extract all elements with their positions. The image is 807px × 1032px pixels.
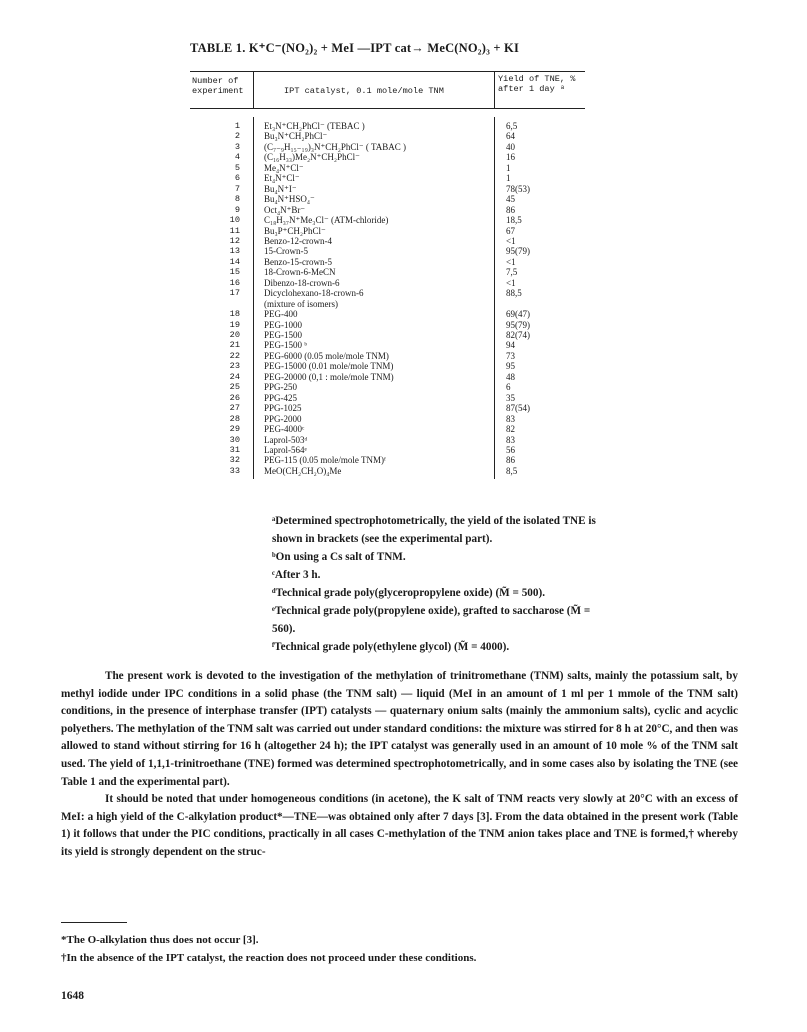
- cell-yield: 67: [506, 225, 515, 236]
- cell-yield: 8,5: [506, 465, 518, 476]
- cell-number: 19: [229, 319, 240, 330]
- table-row: [190, 226, 585, 236]
- table-header: [190, 71, 585, 109]
- table-row: [190, 455, 585, 465]
- cell-catalyst: Bu₄N⁺HSO₄⁻: [264, 194, 315, 205]
- cell-number: 16: [229, 277, 240, 288]
- cell-number: 17: [229, 288, 240, 299]
- cell-catalyst: PPG-2000: [264, 413, 302, 424]
- table-row: [190, 403, 585, 413]
- table-title: TABLE 1. K⁺C⁻(NO₂)₂ + MeI —IPT cat→ MeC(NO₂)₃ + KI: [190, 41, 520, 55]
- cell-yield: 82: [506, 424, 515, 435]
- cell-catalyst: (C₇₋₉H₁₅₋₁₉)₃N⁺CH₂PhCl⁻ ( TABAC ): [264, 141, 406, 152]
- cell-catalyst: Bu₃N⁺CH₂PhCl⁻: [264, 131, 328, 142]
- table-row: [190, 340, 585, 350]
- cell-yield: 48: [506, 371, 515, 382]
- cell-catalyst: PEG-400: [264, 309, 298, 320]
- table-row: [190, 414, 585, 424]
- cell-catalyst: 18-Crown-6-MeCN: [264, 267, 336, 278]
- cell-yield: 16: [506, 152, 515, 163]
- cell-yield: 7,5: [506, 267, 518, 278]
- table-row: [190, 424, 585, 434]
- cell-yield: 6,5: [506, 121, 518, 131]
- cell-yield: 82(74): [506, 330, 530, 340]
- cell-catalyst: Laprol-503ᵈ: [264, 434, 308, 445]
- cell-number: 15: [229, 267, 240, 278]
- cell-catalyst: Laprol-564ᵉ: [264, 444, 307, 455]
- table-row: [190, 205, 585, 215]
- data-table: [190, 71, 585, 479]
- cell-number: 24: [229, 371, 240, 382]
- page-number: 1648: [61, 990, 84, 1002]
- cell-catalyst: PEG-20000 (0,1 : mole/mole TNM): [264, 371, 394, 382]
- table-row: [190, 309, 585, 319]
- table-row: [190, 278, 585, 288]
- table-row: [190, 257, 585, 267]
- cell-number: 12: [229, 235, 240, 246]
- cell-number: 30: [229, 434, 240, 445]
- cell-number: 27: [229, 403, 240, 414]
- paragraph: It should be noted that under homogeneous conditions (in acetone), the K salt of TNM reacts very slowly at 20°C with an excess of MeI: a high yield of the C-alkylation product*—TNE—was obtained only after 7 days [3]. From the data obtained in the present work (Table 1) it follows that under the PIC conditions, practically in all cases C-methylation of the TNM anion takes place and TNE is formed,† whereby its yield is strongly dependent on the struc-: [61, 793, 738, 858]
- cell-catalyst: PEG-4000ᶜ: [264, 424, 305, 435]
- table-row: [190, 361, 585, 371]
- cell-yield: 1: [506, 173, 511, 184]
- footnote-rule: [61, 922, 127, 923]
- cell-number: 2: [234, 131, 240, 142]
- cell-catalyst: PEG-1500 ᵇ: [264, 340, 308, 351]
- cell-yield: 56: [506, 444, 515, 455]
- table-row: [190, 142, 585, 152]
- cell-catalyst: Dicyclohexano-18-crown-6: [264, 288, 364, 299]
- cell-catalyst: C₁₈H₃₇N⁺Me₃Cl⁻ (ATM-chloride): [264, 215, 389, 226]
- cell-yield: <1: [506, 256, 516, 267]
- cell-catalyst: MeO(CH₂CH₂O)₄Me: [264, 465, 342, 476]
- cell-yield: 6: [506, 382, 511, 393]
- cell-catalyst: Benzo-12-crown-4: [264, 235, 332, 246]
- cell-catalyst: Bu₄N⁺I⁻: [264, 183, 297, 194]
- cell-yield: 35: [506, 392, 515, 403]
- cell-number: 7: [234, 183, 240, 194]
- table-row: [190, 267, 585, 277]
- cell-catalyst: PEG-115 (0.05 mole/mole TNM)ᶠ: [264, 455, 386, 466]
- header-catalyst: IPT catalyst, 0.1 mole/mole TNM: [284, 86, 444, 96]
- table-row: [190, 173, 585, 183]
- cell-catalyst: Me₄N⁺Cl⁻: [264, 162, 304, 173]
- table-footnote: ᶠTechnical grade poly(ethylene glycol) (M̃ = 4000).: [272, 641, 510, 653]
- cell-catalyst: PEG-15000 (0.01 mole/mole TNM): [264, 361, 394, 372]
- table-row: [190, 163, 585, 173]
- cell-catalyst: PEG-1000: [264, 319, 302, 330]
- cell-number: 14: [229, 256, 240, 267]
- table-row: [190, 372, 585, 382]
- cell-yield: 1: [506, 162, 511, 173]
- cell-number: 3: [234, 141, 240, 152]
- cell-yield: 45: [506, 194, 515, 205]
- table-row: [190, 299, 585, 309]
- cell-number: 29: [229, 424, 240, 435]
- cell-number: 8: [234, 194, 240, 205]
- table-row: [190, 152, 585, 162]
- cell-catalyst: Et₄N⁺Cl⁻: [264, 173, 300, 184]
- cell-yield: 86: [506, 204, 515, 215]
- cell-catalyst: Bu₃P⁺CH₂PhCl⁻: [264, 225, 326, 236]
- table-footnote: ᵇOn using a Cs salt of TNM.: [272, 551, 406, 563]
- table-row: [190, 215, 585, 225]
- page-footnote: *The O-alkylation thus does not occur [3].: [61, 934, 259, 946]
- cell-catalyst: Dibenzo-18-crown-6: [264, 277, 340, 288]
- cell-yield: 95(79): [506, 246, 530, 257]
- cell-yield: 94: [506, 340, 515, 351]
- table-row: [190, 236, 585, 246]
- column-divider: [494, 72, 495, 108]
- cell-catalyst: Et₃N⁺CH₂PhCl⁻ (TEBAC ): [264, 121, 365, 131]
- cell-yield: 83: [506, 413, 515, 424]
- header-yield: Yield of TNE, % after 1 day ᵃ: [498, 74, 576, 94]
- cell-yield: 73: [506, 350, 515, 361]
- header-number: Number of experiment: [192, 76, 244, 96]
- cell-catalyst: (mixture of isomers): [264, 298, 338, 309]
- cell-catalyst: Benzo-15-crown-5: [264, 256, 332, 267]
- cell-number: 28: [229, 413, 240, 424]
- table-row: [190, 194, 585, 204]
- table-row: [190, 435, 585, 445]
- cell-number: 5: [234, 162, 240, 173]
- table-row: [190, 466, 585, 476]
- cell-number: 6: [234, 173, 240, 184]
- cell-number: 11: [229, 225, 240, 236]
- table-row: [190, 184, 585, 194]
- cell-yield: <1: [506, 277, 516, 288]
- table-body: [190, 109, 585, 479]
- cell-catalyst: 15-Crown-5: [264, 246, 308, 257]
- cell-catalyst: PPG-250: [264, 382, 298, 393]
- cell-yield: 18,5: [506, 215, 522, 226]
- cell-yield: 83: [506, 434, 515, 445]
- cell-number: 20: [229, 330, 240, 340]
- cell-catalyst: PEG-6000 (0.05 mole/mole TNM): [264, 350, 389, 361]
- cell-yield: 40: [506, 141, 515, 152]
- cell-yield: 88,5: [506, 288, 522, 299]
- cell-number: 21: [229, 340, 240, 351]
- page-footnote: †In the absence of the IPT catalyst, the reaction does not proceed under these conditions.: [61, 952, 477, 964]
- table-footnote: ᶜAfter 3 h.: [272, 569, 321, 581]
- cell-number: 33: [229, 465, 240, 476]
- cell-number: 22: [229, 350, 240, 361]
- cell-number: 9: [234, 204, 240, 215]
- cell-yield: <1: [506, 235, 516, 246]
- body-text: [61, 668, 738, 862]
- cell-catalyst: PPG-425: [264, 392, 298, 403]
- table-row: [190, 351, 585, 361]
- table-footnotes: [272, 512, 602, 656]
- table-row: [190, 288, 585, 298]
- cell-number: 23: [229, 361, 240, 372]
- cell-number: 25: [229, 382, 240, 393]
- column-divider: [253, 72, 254, 108]
- cell-catalyst: Oct₄N⁺Br⁻: [264, 204, 306, 215]
- table-row: [190, 393, 585, 403]
- cell-number: 18: [229, 309, 240, 320]
- table-footnote: ᵉTechnical grade poly(propylene oxide), grafted to saccharose (M̃ = 560).: [272, 605, 591, 635]
- table-row: [190, 131, 585, 141]
- cell-catalyst: (C₁₆H₃₃)Me₂N⁺CH₂PhCl⁻: [264, 152, 360, 163]
- cell-yield: 64: [506, 131, 515, 142]
- cell-yield: 95(79): [506, 319, 530, 330]
- cell-yield: 95: [506, 361, 515, 372]
- cell-number: 32: [229, 455, 240, 466]
- cell-number: 31: [229, 444, 240, 455]
- cell-number: 10: [229, 215, 240, 226]
- paragraph: The present work is devoted to the investigation of the methylation of trinitromethane (TNM) salts, mainly the potassium salt, by methyl iodide under IPC conditions in a solid phase (the TNM salt) — liquid (MeI in an amount of 1 ml per 1 mmole of the TNM salt) conditions, in the presence of interphase transfer (IPT) catalysts — quaternary onium salts (mainly the ammonium salts), cyclic and acyclic polyethers. The methylation of the TNM salt was carried out under standard conditions: the mixture was stirred for 8 h at 20°C, and then was allowed to stand without stirring for 16 h (altogether 24 h); the IPT catalyst was generally used in an amount of 10 mole % of the TNM salt used. The yield of 1,1,1-trinitroethane (TNE) formed was determined spectrophotometrically, and in some cases also by isolating the TNE (see Table 1 and the experimental part).: [61, 670, 738, 788]
- cell-number: 26: [229, 392, 240, 403]
- table-footnote: ᵃDetermined spectrophotometrically, the yield of the isolated TNE is shown in brackets (see the experimental part).: [272, 515, 596, 545]
- cell-yield: 87(54): [506, 403, 530, 414]
- cell-catalyst: PEG-1500: [264, 330, 302, 340]
- table-row: [190, 445, 585, 455]
- cell-yield: 78(53): [506, 183, 530, 194]
- table-row: [190, 246, 585, 256]
- table-row: [190, 330, 585, 340]
- cell-yield: 69(47): [506, 309, 530, 320]
- cell-number: 1: [234, 121, 240, 131]
- cell-number: 4: [234, 152, 240, 163]
- table-row: [190, 121, 585, 131]
- table-footnote: ᵈTechnical grade poly(glyceropropylene oxide) (M̃ = 500).: [272, 587, 546, 599]
- table-row: [190, 382, 585, 392]
- table-row: [190, 320, 585, 330]
- cell-number: 13: [229, 246, 240, 257]
- cell-yield: 86: [506, 455, 515, 466]
- cell-catalyst: PPG-1025: [264, 403, 302, 414]
